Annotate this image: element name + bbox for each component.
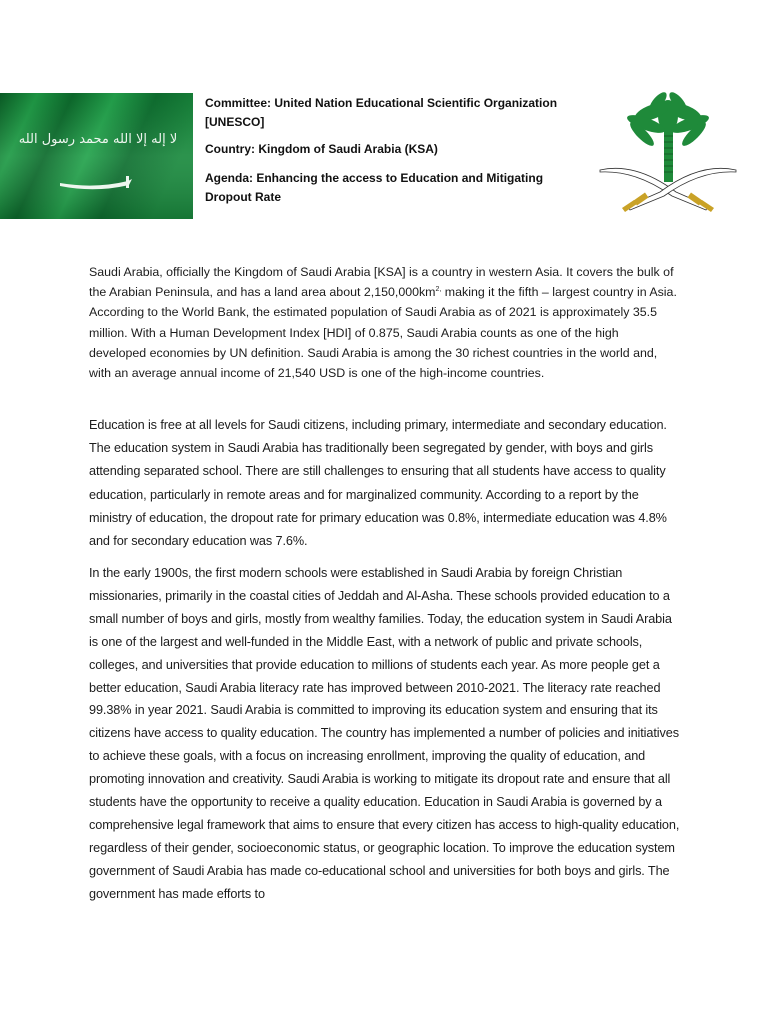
country-line xyxy=(205,140,585,159)
intro-superscript: 2, xyxy=(435,286,442,294)
country-label: Country: xyxy=(205,142,255,156)
committee-value: United Nation Educational Scientific Organization [UNESCO] xyxy=(205,96,558,129)
education-paragraph: Education is free at all levels for Saudi citizens, including primary, intermediate and secondary education. The education system in Saudi Arabia has traditionally been segregated by gender, with boys and girls attending separated school. There are still challenges to ensuring that all students have access to quality education, particularly in remote areas and for marginalized community. According to a report by the ministry of education, the dropout rate for primary education was 0.8%, intermediate education was 4.8% and for secondary education was 7.6%. xyxy=(89,418,667,549)
intro-paragraph-part1: Saudi Arabia, officially the Kingdom of Saudi Arabia [KSA] is a country in western Asia. It covers the bulk of the Arabian Peninsula, and has a land area about 2,150,000km xyxy=(89,265,674,300)
history-paragraph: In the early 1900s, the first modern schools were established in Saudi Arabia by foreign Christian missionaries, primarily in the coastal cities of Jeddah and Al-Asha. These schools provided education to a small number of boys and girls, mostly from wealthy families. Today, the education system in Saudi Arabia is one of the largest and well-funded in the Middle East, with a network of public and private schools, colleges, and universities that provide education to millions of students each year. As more people get a better education, Saudi Arabia literacy rate has improved between 2010-2021. The literacy rate reached 99.38% in year 2021. Saudi Arabia is committed to improving its education system and ensuring that its citizens have access to quality education. The country has implemented a number of policies and initiatives to achieve these goals, with a focus on increasing enrollment, improving the quality of education, and promoting innovation and creativity. Saudi Arabia is working to mitigate its dropout rate and ensure that all students have the opportunity to receive a quality education. Education in Saudi Arabia is governed by a comprehensive legal framework that aims to ensure that every citizen has access to high-quality education, regardless of their gender, socioeconomic status, or geographic location. To improve the education system government of Saudi Arabia has made co-educational school and universities for both boys and girls. The government has made efforts to xyxy=(89,566,680,901)
intro-paragraph-part2: making it the fifth – largest country in Asia. According to the World Bank, the estimated population of Saudi Arabia as of 2021 is approximately 35.5 million. With a Human Development Index [HDI] of 0.875, Saudi Arabia counts as one of the high developed economies by UN definition. Saudi Arabia is among the 30 richest countries in the world and, with an average annual income of 21,540 USD is one of the high-income countries. xyxy=(89,285,677,381)
committee-label: Committee: xyxy=(205,96,272,110)
committee-line xyxy=(205,94,585,132)
intro-paragraph xyxy=(89,262,679,383)
agenda-label: Agenda: xyxy=(205,171,253,185)
palm-swords-icon xyxy=(596,92,740,214)
flag-shahada: لا إله إلا الله محمد رسول الله xyxy=(18,132,178,147)
agenda-line xyxy=(205,169,585,207)
agenda-value: Enhancing the access to Education and Mitigating Dropout Rate xyxy=(205,171,544,204)
saudi-emblem xyxy=(596,92,740,214)
document-header xyxy=(205,94,585,215)
country-value: Kingdom of Saudi Arabia (KSA) xyxy=(258,142,438,156)
saudi-flag-image xyxy=(0,93,193,219)
saudi-flag-icon xyxy=(0,93,193,219)
